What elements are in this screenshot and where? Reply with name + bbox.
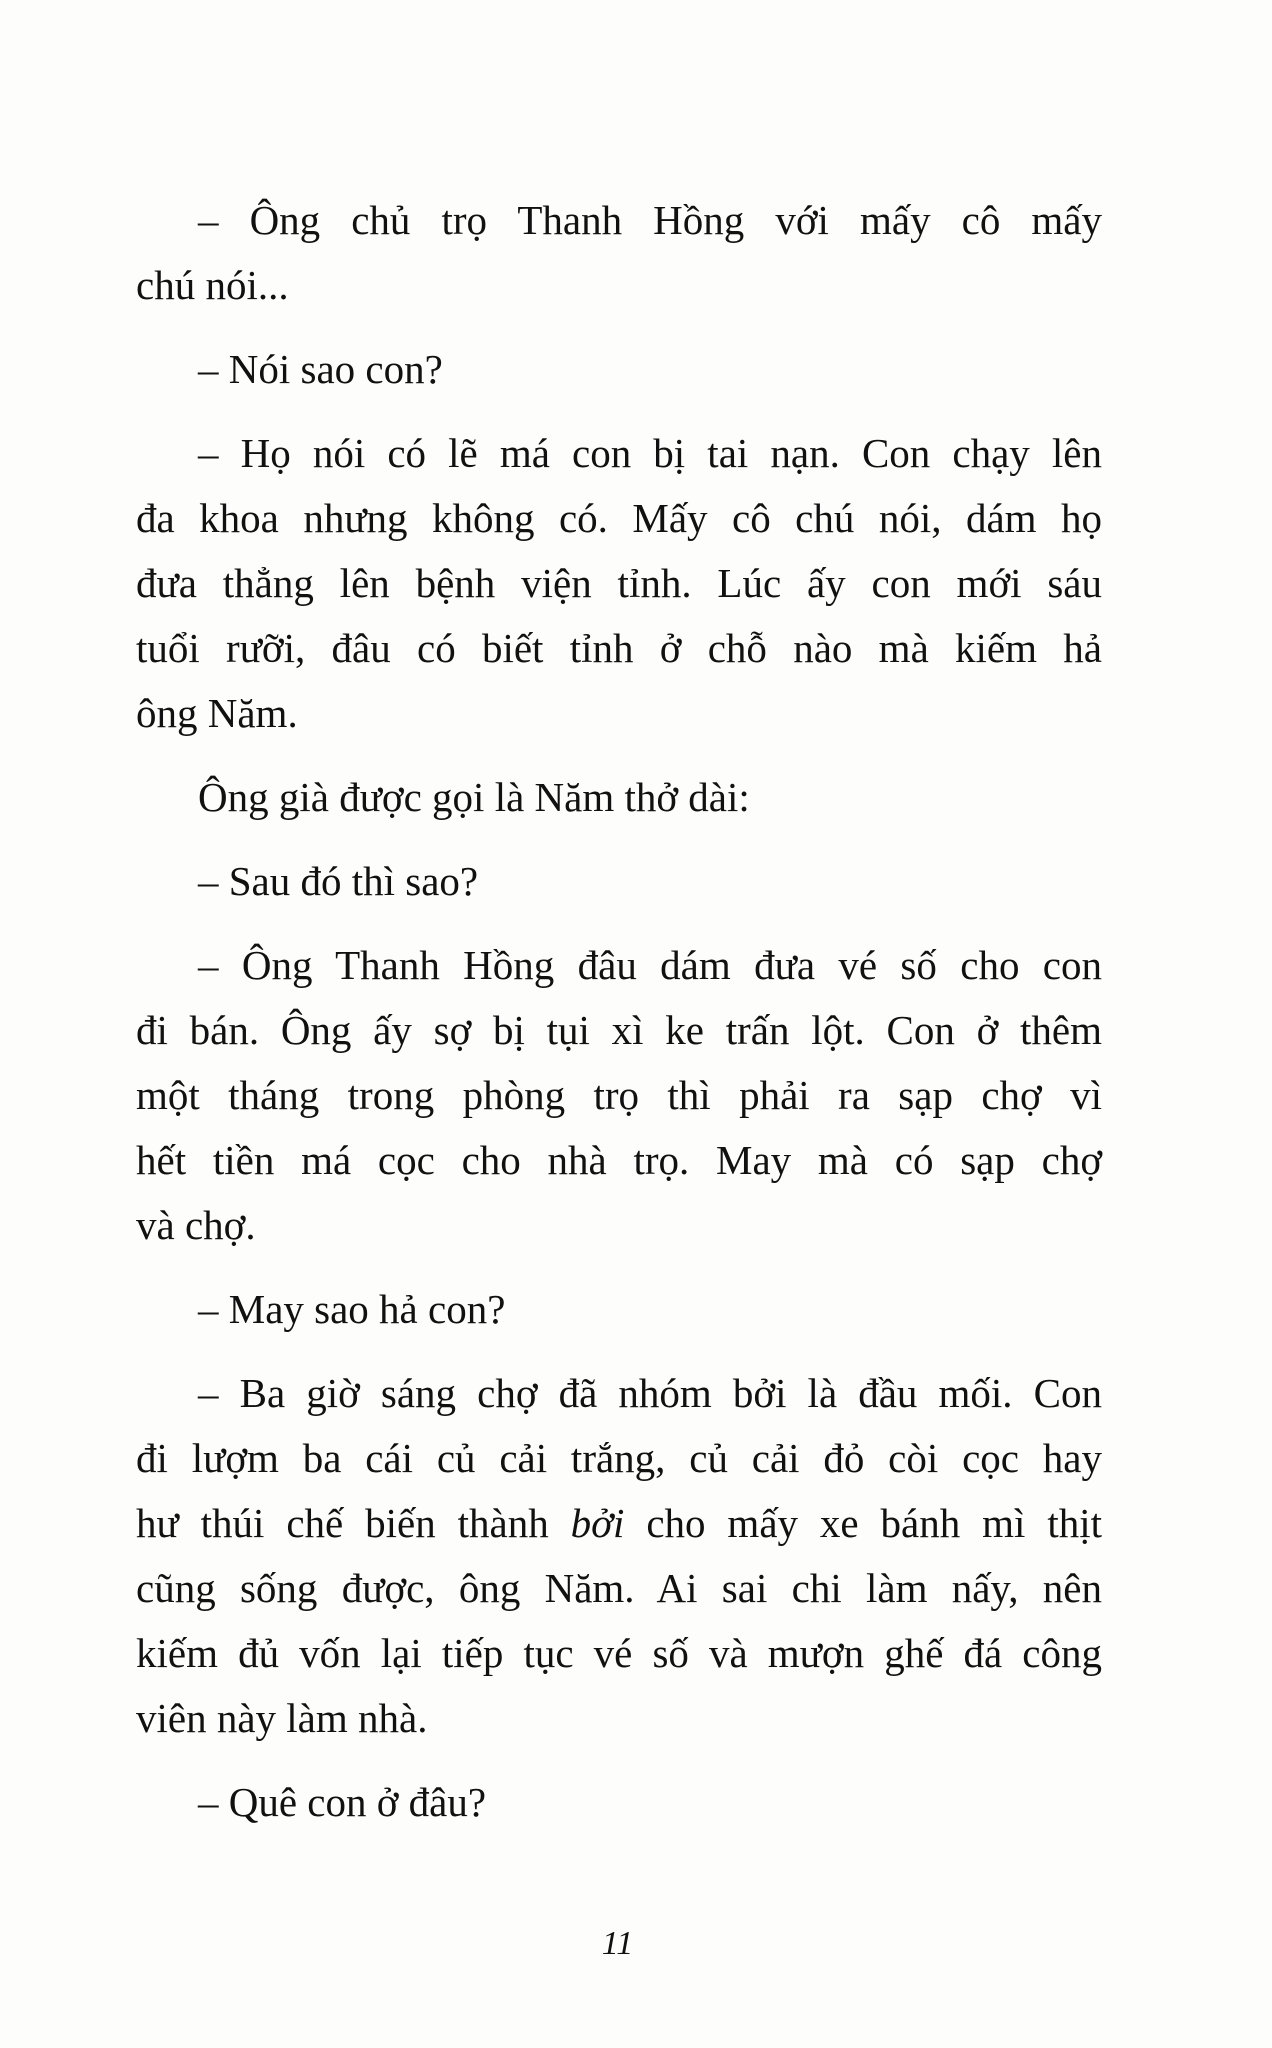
- text-line: Ông già được gọi là Năm thở dài:: [198, 774, 750, 820]
- text-line: hư thúi chế biến thành bởi cho mấy xe bánh mì thịt: [136, 1500, 1102, 1546]
- text-line: – Ba giờ sáng chợ đã nhóm bởi là đầu mối. Con: [198, 1370, 1102, 1416]
- paragraph: [136, 1770, 1102, 1835]
- paragraph: [136, 188, 1102, 318]
- text-line: – Ông Thanh Hồng đâu dám đưa vé số cho con: [198, 942, 1102, 988]
- paragraph: [136, 1361, 1102, 1751]
- text-line: – Sau đó thì sao?: [198, 858, 479, 904]
- text-line: và chợ.: [136, 1202, 256, 1248]
- text-line: kiếm đủ vốn lại tiếp tục vé số và mượn ghế đá công: [136, 1630, 1102, 1676]
- paragraph: [136, 933, 1102, 1258]
- text-line: đi lượm ba cái củ cải trắng, củ cải đỏ còi cọc hay: [136, 1435, 1102, 1481]
- text-line: hết tiền má cọc cho nhà trọ. May mà có sạp chợ: [136, 1137, 1102, 1183]
- paragraph: [136, 849, 1102, 914]
- text-line: đa khoa nhưng không có. Mấy cô chú nói, dám họ: [136, 495, 1102, 541]
- text-line: – Họ nói có lẽ má con bị tai nạn. Con chạy lên: [198, 430, 1102, 476]
- paragraph: [136, 1277, 1102, 1342]
- text-line: cũng sống được, ông Năm. Ai sai chi làm nấy, nên: [136, 1565, 1102, 1611]
- text-line: một tháng trong phòng trọ thì phải ra sạp chợ vì: [136, 1072, 1102, 1118]
- text-line: – Nói sao con?: [198, 346, 443, 392]
- paragraph: [136, 337, 1102, 402]
- text-line: viên này làm nhà.: [136, 1695, 428, 1741]
- text-line: – May sao hả con?: [198, 1286, 506, 1332]
- text-line: – Ông chủ trọ Thanh Hồng với mấy cô mấy: [198, 197, 1102, 243]
- paragraph: [136, 421, 1102, 746]
- page-body-text: [136, 188, 1102, 1854]
- paragraph: [136, 765, 1102, 830]
- italic-word: bởi: [570, 1500, 625, 1546]
- page-number: 11: [601, 1925, 634, 1962]
- text-line: đưa thẳng lên bệnh viện tỉnh. Lúc ấy con mới sáu: [136, 560, 1102, 606]
- text-line: tuổi rưỡi, đâu có biết tỉnh ở chỗ nào mà kiếm hả: [136, 625, 1102, 671]
- text-line: ông Năm.: [136, 690, 298, 736]
- text-line: đi bán. Ông ấy sợ bị tụi xì ke trấn lột. Con ở thêm: [136, 1007, 1102, 1053]
- text-line: chú nói...: [136, 262, 289, 308]
- text-line: – Quê con ở đâu?: [198, 1779, 487, 1825]
